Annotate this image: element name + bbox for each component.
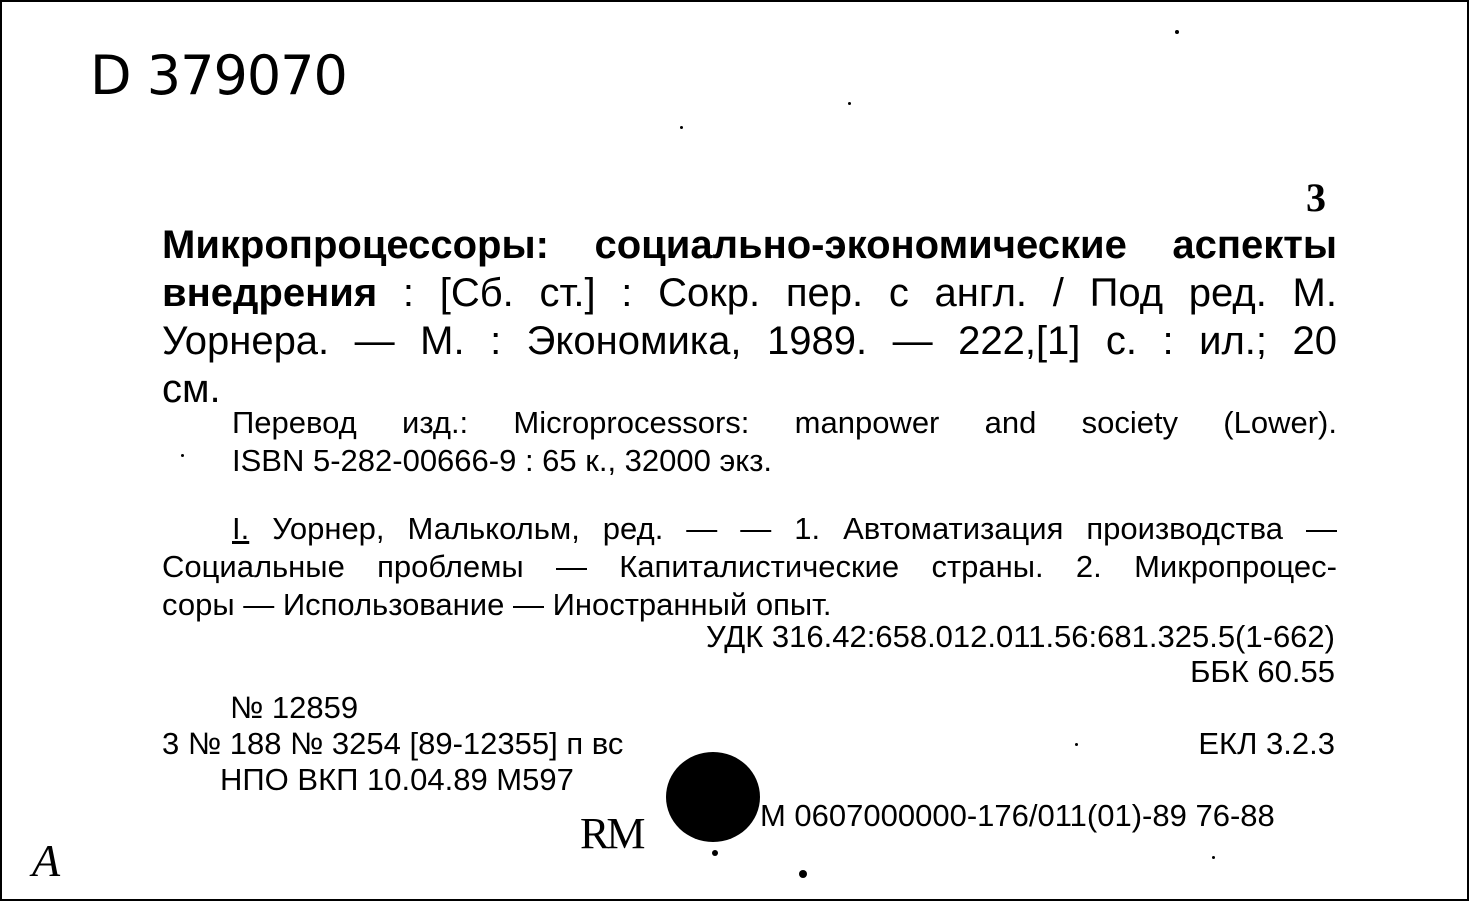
dust-speck	[799, 870, 807, 878]
ekl-code: ЕКЛ 3.2.3	[1198, 726, 1335, 761]
catalog-number: D 379070	[90, 44, 347, 107]
margin-handwritten-mark: А	[32, 835, 61, 886]
section-mark: 3	[1306, 175, 1326, 220]
index-code: М 0607000000-176/011(01)-89 76-88	[760, 798, 1275, 833]
punch-hole	[666, 752, 760, 842]
dust-speck	[848, 102, 851, 105]
notes-block	[162, 404, 1337, 480]
translation-note: Перевод изд.: Microprocessors: manpower and society (Lower).	[232, 405, 1337, 440]
npo-line: НПО ВКП 10.04.89 М597	[220, 762, 574, 797]
dust-speck	[1075, 743, 1078, 746]
dust-speck	[1212, 856, 1215, 859]
title-line-4: см.	[162, 367, 221, 411]
title-line-2: внедрения : [Сб. ст.] : Сокр. пер. с англ. / Под ред. М.	[162, 271, 1337, 315]
title-line-1: Микропроцессоры: социально-экономические аспекты	[162, 223, 1337, 267]
dust-speck	[712, 850, 718, 856]
bbk-code: ББК 60.55	[1190, 654, 1335, 689]
registration-number: № 12859	[230, 690, 359, 725]
subject-tracings	[162, 510, 1337, 624]
rm-stamp: RM	[580, 809, 643, 858]
tracing-marker: I.	[232, 511, 250, 546]
bibliographic-description	[162, 221, 1337, 413]
udk-code: УДК 316.42:658.012.011.56:681.325.5(1-662)	[705, 619, 1335, 654]
dust-speck	[1175, 30, 1179, 34]
dust-speck	[181, 454, 184, 457]
isbn-note: ISBN 5-282-00666-9 : 65 к., 32000 экз.	[232, 443, 773, 478]
order-line: 3 № 188 № 3254 [89-12355] п вс	[162, 726, 624, 761]
tracing-line-2: Социальные проблемы — Капиталистические страны. 2. Микропроцес-	[162, 549, 1337, 584]
tracing-line-3: соры — Использование — Иностранный опыт.	[162, 587, 832, 622]
tracing-line-1: I. Уорнер, Малькольм, ред. — — 1. Автоматизация производства —	[232, 511, 1337, 546]
title-line-3: Уорнера. — М. : Экономика, 1989. — 222,[1] с. : ил.; 20	[162, 319, 1337, 363]
dust-speck	[680, 126, 683, 129]
